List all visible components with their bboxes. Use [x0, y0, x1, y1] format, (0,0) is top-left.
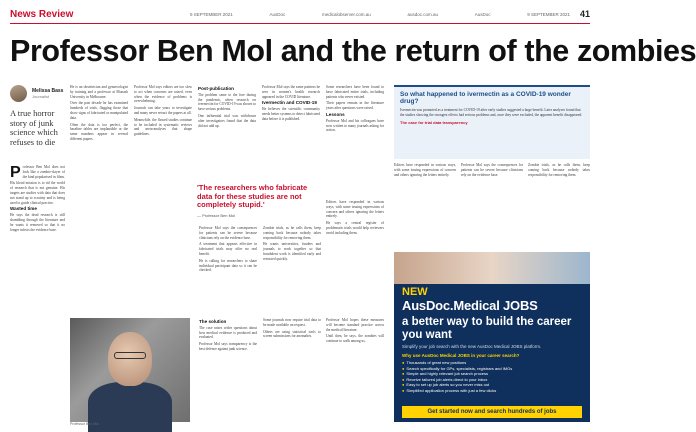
photo-caption: Professor Ben Mol — [70, 422, 99, 426]
pull-quote-text: 'The researchers who fabricate data for these studies are not completely stupid.' — [197, 183, 308, 210]
photo-face — [108, 332, 152, 386]
paragraph: Professor Mol says editors are too slow to act when concerns are raised, even when the evidence of problems is overwhelming. — [134, 85, 192, 104]
bullet-icon: ● — [402, 360, 405, 365]
header-date-left: 9 SEPTEMBER 2021 — [190, 12, 233, 17]
ad-cta-button[interactable]: Get started now and search hundreds of jobs — [402, 406, 582, 418]
list-item-label: Easy to set up job alerts so you never miss out — [406, 382, 490, 388]
article-column-5 — [262, 85, 320, 180]
list-item-label: Simplified application process with just a few clicks — [406, 387, 497, 393]
author-avatar — [10, 85, 27, 102]
author-block — [10, 85, 63, 102]
author-name: Melissa Bass — [32, 88, 64, 94]
photo-glasses — [114, 352, 146, 359]
header-brand-right: AusDoc — [474, 12, 491, 17]
paragraph: The case raises wider questions about how medical evidence is produced and evaluated. — [199, 325, 257, 340]
pull-quote — [197, 184, 321, 218]
author-text — [32, 88, 63, 99]
paragraph: He wants universities, funders and journals to work together so that fraudulent work is identified early and retracted quickly. — [263, 242, 321, 261]
article-column-4 — [198, 85, 256, 180]
paragraph: Until then, he says, the zombies will continue to walk among us. — [326, 334, 384, 344]
ad-new-label: NEW — [402, 286, 428, 298]
paragraph: Their papers remain in the literature years after questions were raised. — [326, 101, 384, 111]
paragraph: Editors have responded in various ways, with some issuing expressions of concern and others ignoring the letters entirely. — [326, 200, 384, 219]
paragraph: Others are using statistical tools to screen submissions for anomalies. — [263, 329, 321, 339]
paragraph: Professor Mol says the consequences for patients can be severe because clinicians rely on the evidence base. — [461, 163, 523, 177]
paragraph: Professor Mol says transparency is the best defence against junk science. — [199, 342, 257, 351]
header-brand-left: AusDoc — [269, 12, 286, 17]
article-column-7 — [326, 200, 384, 310]
paragraph: Some journals now require trial data to be made available on request. — [263, 318, 321, 327]
paragraph: The problem came to the fore during the pandemic, when research on ivermectin for COVID-19 was shown to have serious problems. — [198, 92, 256, 112]
sidebar-text-2 — [461, 163, 523, 249]
ad-benefit-list — [402, 353, 584, 394]
subhead: Wasted time — [10, 206, 37, 212]
subhead: Ivermectin and COVID-19 — [262, 100, 317, 106]
article-column-11 — [263, 318, 321, 418]
photo-shirt — [88, 382, 172, 432]
paragraph: He is calling for researchers to share individual participant data so it can be checked. — [199, 258, 257, 273]
paragraph: He says the dead research is still shambling through the literature and he wants it removed so that it no longer infects the evidence base. — [10, 213, 65, 232]
paragraph: Zombie trials, as he calls them, keep coming back because nobody takes responsibility for removing them. — [528, 163, 590, 177]
author-role: Journalist — [32, 94, 50, 99]
article-column-3 — [134, 85, 192, 315]
paragraph: Professor Mol hopes these measures will become standard practice across the medical literature. — [326, 318, 384, 332]
infobox-title: So what happened to ivermectin as a COVID-19 wonder drug? — [400, 91, 571, 105]
subhead: Post-publication — [198, 86, 234, 91]
paragraph: One influential trial was withdrawn after investigators found that the data did not add up. — [198, 113, 256, 128]
bullet-icon: ● — [402, 371, 405, 377]
list-item-label: Receive tailored job alerts direct to your inbox — [406, 376, 488, 382]
bullet-icon: ● — [402, 387, 405, 393]
paragraph: Professor Mol says the same patterns he sees in women's health research appeared in the COVID literature. — [262, 85, 320, 99]
infobox-link: The case for trial data transparency — [400, 119, 468, 125]
ad-subline: Simplify your job search with the new AusDoc Medical JOBS platform. — [402, 344, 542, 349]
header-site-left: medicalobserver.com.au — [321, 12, 371, 17]
ad-photo — [394, 252, 590, 284]
drop-cap: P — [10, 164, 21, 181]
subhead: Lessons — [326, 111, 345, 117]
pull-quote-attribution: — Professor Ben Mol — [197, 212, 236, 218]
page-number: 41 — [579, 9, 590, 19]
paragraph: Editors have responded in various ways, with some issuing expressions of concern and others ignoring the letters entirely. — [394, 163, 456, 177]
list-item — [402, 388, 584, 394]
ad-list-heading: Why use AusDoc Medical JOBS in your career search? — [402, 353, 520, 358]
article-headline: Professor Ben Mol and the return of the zombies — [10, 34, 696, 68]
header-site-right: ausdoc.com.au — [407, 12, 439, 17]
paragraph: Some researchers have been found to have fabricated entire trials, including patients who never existed. — [326, 85, 384, 99]
sidebar-text-1 — [394, 163, 456, 249]
list-item-label: Thousands of great new positions — [406, 360, 467, 365]
header-date-right: 9 SEPTEMBER 2021 — [527, 12, 570, 17]
bullet-icon: ● — [402, 376, 405, 382]
bullet-icon: ● — [402, 365, 405, 371]
paragraph: His blood mission is to rid the world of research that is not genuine. His targets are studies with data that does not stand up to scrutiny and is being used to guide clinical practice. — [10, 181, 65, 205]
infobox-body: Ivermectin was promoted as a treatment for COVID-19 after early studies suggested a large benefit. Later analyses found that the studies showing the strongest effects had serious problems and, once they were excluded, the apparent benefit disappeared. — [400, 108, 583, 117]
sidebar-text-3 — [528, 163, 590, 249]
author-photo — [70, 318, 190, 422]
section-name: News Review — [10, 9, 74, 20]
paragraph: Zombie trials, as he calls them, keep coming back because nobody takes responsibility for removing them. — [263, 226, 321, 240]
header-meta — [190, 12, 570, 17]
paragraph: rofessor Ben Mol does not look like a zombie-slayer of the kind popularised in films. — [22, 165, 65, 179]
paragraph: He says a central register of problematic trials would help reviewers avoid including them. — [326, 221, 384, 235]
article-column-10 — [199, 318, 257, 418]
ad-brand: AusDoc.Medical JOBS — [402, 298, 538, 313]
paragraph: He is an obstetrician and gynaecologist by training and a professor at Monash University in Melbourne. — [70, 85, 128, 99]
list-item-label: Simple and highly relevant job search process — [406, 371, 489, 377]
paragraph: Over the past decade he has examined hundreds of trials, flagging those that show signs of fabricated or manipulated data. — [70, 101, 128, 120]
paragraph: Professor Mol and his colleagues have now written to many journals asking for action. — [326, 118, 384, 133]
paragraph: A treatment that appears effective in fabricated trials may offer no real benefit. — [199, 242, 257, 256]
paragraph: Journals can take years to investigate and many never retract the papers at all. — [134, 106, 192, 115]
paragraph: Meanwhile, the flawed studies continue to be included in systematic reviews and meta-analyses that shape guidelines. — [134, 117, 192, 137]
page-header — [10, 8, 590, 24]
article-column-1 — [10, 165, 65, 415]
article-standfirst: A true horror story of junk science which refuses to die — [10, 108, 58, 147]
article-column-2 — [70, 85, 128, 315]
list-item-label: Search specifically for GPs, specialists, registrars and IMGs — [406, 365, 513, 371]
paragraph: Professor Mol says the consequences for patients can be severe because clinicians rely on the evidence base. — [199, 226, 257, 240]
ad-tagline: a better way to build the career you want — [402, 316, 572, 341]
ivermectin-infobox — [394, 85, 590, 159]
bullet-icon: ● — [402, 382, 405, 388]
medical-jobs-ad[interactable] — [394, 252, 590, 422]
article-column-12 — [326, 318, 384, 418]
subhead: The solution — [199, 319, 227, 324]
paragraph: Often the data is too perfect, the baseline tables are implausible or the same numbers appear in several different papers. — [70, 122, 128, 141]
paragraph: He believes the scientific community needs better systems to detect fabricated data before it is published. — [262, 107, 320, 121]
